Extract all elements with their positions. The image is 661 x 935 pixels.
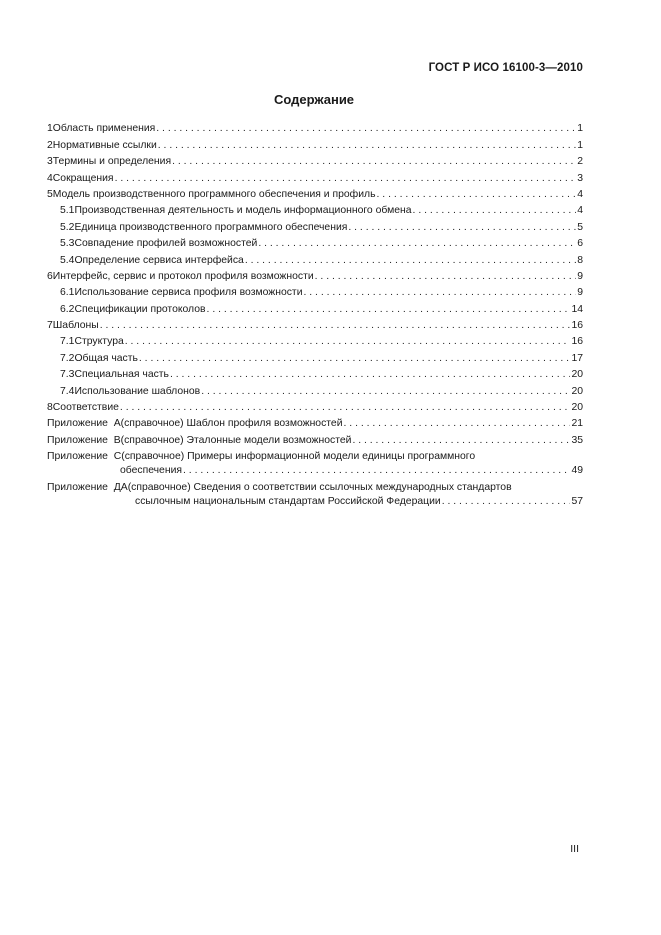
toc-entries (47, 119, 583, 414)
appendix-title: (справочное) Шаблон профиля возможностей (120, 418, 343, 430)
toc-entry[interactable] (47, 316, 583, 332)
dot-leader (245, 254, 576, 267)
dot-leader (158, 139, 576, 152)
toc-entry-number: 6.2 (60, 303, 75, 315)
appendix-page: 21 (571, 418, 583, 430)
toc-entry-label: Структура (74, 336, 124, 348)
standard-header: ГОСТ Р ИСО 16100-3—2010 (428, 62, 583, 74)
toc-entry-label: Использование сервиса профиля возможности (74, 287, 303, 299)
toc-entry-number: 3 (47, 156, 53, 168)
toc-entry-number: 7.4 (60, 385, 75, 397)
toc-entry-label: Использование шаблонов (74, 385, 201, 397)
appendix-prefix: Приложение ДА (47, 481, 128, 493)
toc-entry-page: 9 (577, 287, 583, 299)
dot-leader (201, 385, 570, 398)
toc-entry-number: 1 (47, 123, 53, 135)
toc-appendix[interactable] (47, 477, 583, 507)
toc-entry-page: 5 (577, 221, 583, 233)
toc-entry-label: Спецификации протоколов (74, 303, 206, 315)
appendix-title-continuation: обеспечения (120, 465, 183, 477)
toc-appendix[interactable] (47, 447, 583, 477)
toc-entry-label: Общая часть (74, 352, 138, 364)
toc-entry-label: Модель производственного программного обеспечения и профиль (52, 188, 376, 200)
dot-leader (125, 335, 571, 348)
table-of-contents (47, 119, 583, 508)
appendix-page: 57 (571, 495, 583, 507)
toc-entry-page: 1 (577, 139, 583, 151)
toc-entry[interactable] (47, 332, 583, 348)
dot-leader (348, 221, 576, 234)
dot-leader (183, 464, 570, 477)
dot-leader (442, 495, 571, 508)
toc-entry-number: 5.1 (60, 205, 75, 217)
toc-entry-label: Термины и определения (52, 156, 172, 168)
toc-entry-page: 4 (577, 205, 583, 217)
toc-entry-number: 8 (47, 402, 53, 414)
toc-entry-page: 8 (577, 254, 583, 266)
appendix-prefix: Приложение С (47, 451, 122, 463)
dot-leader (344, 417, 571, 430)
toc-entry-label: Совпадение профилей возможностей (74, 238, 258, 250)
toc-entry-number: 7.3 (60, 369, 75, 381)
appendix-title: (справочное) Примеры информационной модели единицы программного (121, 451, 476, 463)
dot-leader (304, 286, 577, 299)
toc-entry-number: 7.2 (60, 352, 75, 364)
dot-leader (352, 434, 570, 447)
toc-entry-label: Производственная деятельность и модель информационного обмена (74, 205, 412, 217)
dot-leader (315, 270, 577, 283)
toc-entry-number: 5.4 (60, 254, 75, 266)
toc-entry-page: 20 (571, 385, 583, 397)
toc-entry-page: 3 (577, 172, 583, 184)
dot-leader (139, 352, 571, 365)
dot-leader (115, 172, 577, 185)
toc-entry[interactable] (47, 381, 583, 397)
toc-entry-label: Единица производственного программного обеспечения (74, 221, 348, 233)
toc-entry-label: Сокращения (52, 172, 114, 184)
dot-leader (172, 155, 576, 168)
toc-entry-page: 2 (577, 156, 583, 168)
toc-entry-label: Интерфейс, сервис и протокол профиля возможности (52, 270, 314, 282)
toc-entry-label: Определение сервиса интерфейса (74, 254, 244, 266)
dot-leader (170, 368, 570, 381)
toc-entry-page: 20 (571, 402, 583, 414)
dot-leader (377, 188, 577, 201)
dot-leader (207, 303, 571, 316)
appendix-title: (справочное) Эталонные модели возможностей (120, 434, 352, 446)
toc-entry-page: 4 (577, 188, 583, 200)
toc-entry-number: 7.1 (60, 336, 75, 348)
toc-entry-number: 6 (47, 270, 53, 282)
toc-entry-number: 5 (47, 188, 53, 200)
toc-entry[interactable] (47, 348, 583, 364)
toc-entry[interactable] (47, 185, 583, 201)
dot-leader (258, 237, 576, 250)
toc-entry[interactable] (47, 217, 583, 233)
toc-entry[interactable] (47, 365, 583, 381)
page-number: III (570, 843, 579, 855)
dot-leader (156, 122, 576, 135)
toc-entry-label: Шаблоны (52, 320, 99, 332)
toc-entry-page: 16 (571, 336, 583, 348)
toc-entry-page: 16 (571, 320, 583, 332)
toc-entry-number: 6.1 (60, 287, 75, 299)
toc-appendices (47, 414, 583, 508)
toc-entry-label: Нормативные ссылки (52, 139, 157, 151)
toc-entry[interactable] (47, 250, 583, 266)
toc-entry[interactable] (47, 119, 583, 135)
toc-entry[interactable] (47, 135, 583, 151)
toc-entry-number: 2 (47, 139, 53, 151)
appendix-prefix: Приложение В (47, 434, 121, 446)
toc-appendix[interactable] (47, 430, 583, 446)
toc-entry[interactable] (47, 267, 583, 283)
toc-entry[interactable] (47, 152, 583, 168)
appendix-title: (справочное) Сведения о соответствии ссылочных международных стандартов (127, 481, 512, 493)
toc-entry-number: 7 (47, 320, 53, 332)
toc-entry-page: 17 (571, 352, 583, 364)
toc-entry[interactable] (47, 299, 583, 315)
toc-entry-label: Соответствие (52, 402, 119, 414)
toc-entry-number: 5.2 (60, 221, 75, 233)
toc-appendix[interactable] (47, 414, 583, 430)
toc-entry[interactable] (47, 234, 583, 250)
toc-entry-page: 9 (577, 270, 583, 282)
dot-leader (120, 401, 571, 414)
toc-entry[interactable] (47, 398, 583, 414)
appendix-page: 35 (571, 434, 583, 446)
toc-title: Содержание (273, 92, 355, 107)
toc-entry[interactable] (47, 283, 583, 299)
toc-entry-page: 20 (571, 369, 583, 381)
toc-entry-label: Специальная часть (74, 369, 169, 381)
toc-entry-page: 14 (571, 303, 583, 315)
toc-entry-number: 4 (47, 172, 53, 184)
appendix-title-continuation: ссылочным национальным стандартам Российской Федерации (135, 495, 441, 507)
appendix-page: 49 (571, 465, 583, 477)
toc-entry-number: 5.3 (60, 238, 75, 250)
appendix-prefix: Приложение А (47, 418, 121, 430)
toc-entry-label: Область применения (52, 123, 156, 135)
dot-leader (413, 204, 577, 217)
dot-leader (100, 319, 571, 332)
toc-entry-page: 1 (577, 123, 583, 135)
toc-entry[interactable] (47, 201, 583, 217)
toc-entry[interactable] (47, 168, 583, 184)
toc-entry-page: 6 (577, 238, 583, 250)
